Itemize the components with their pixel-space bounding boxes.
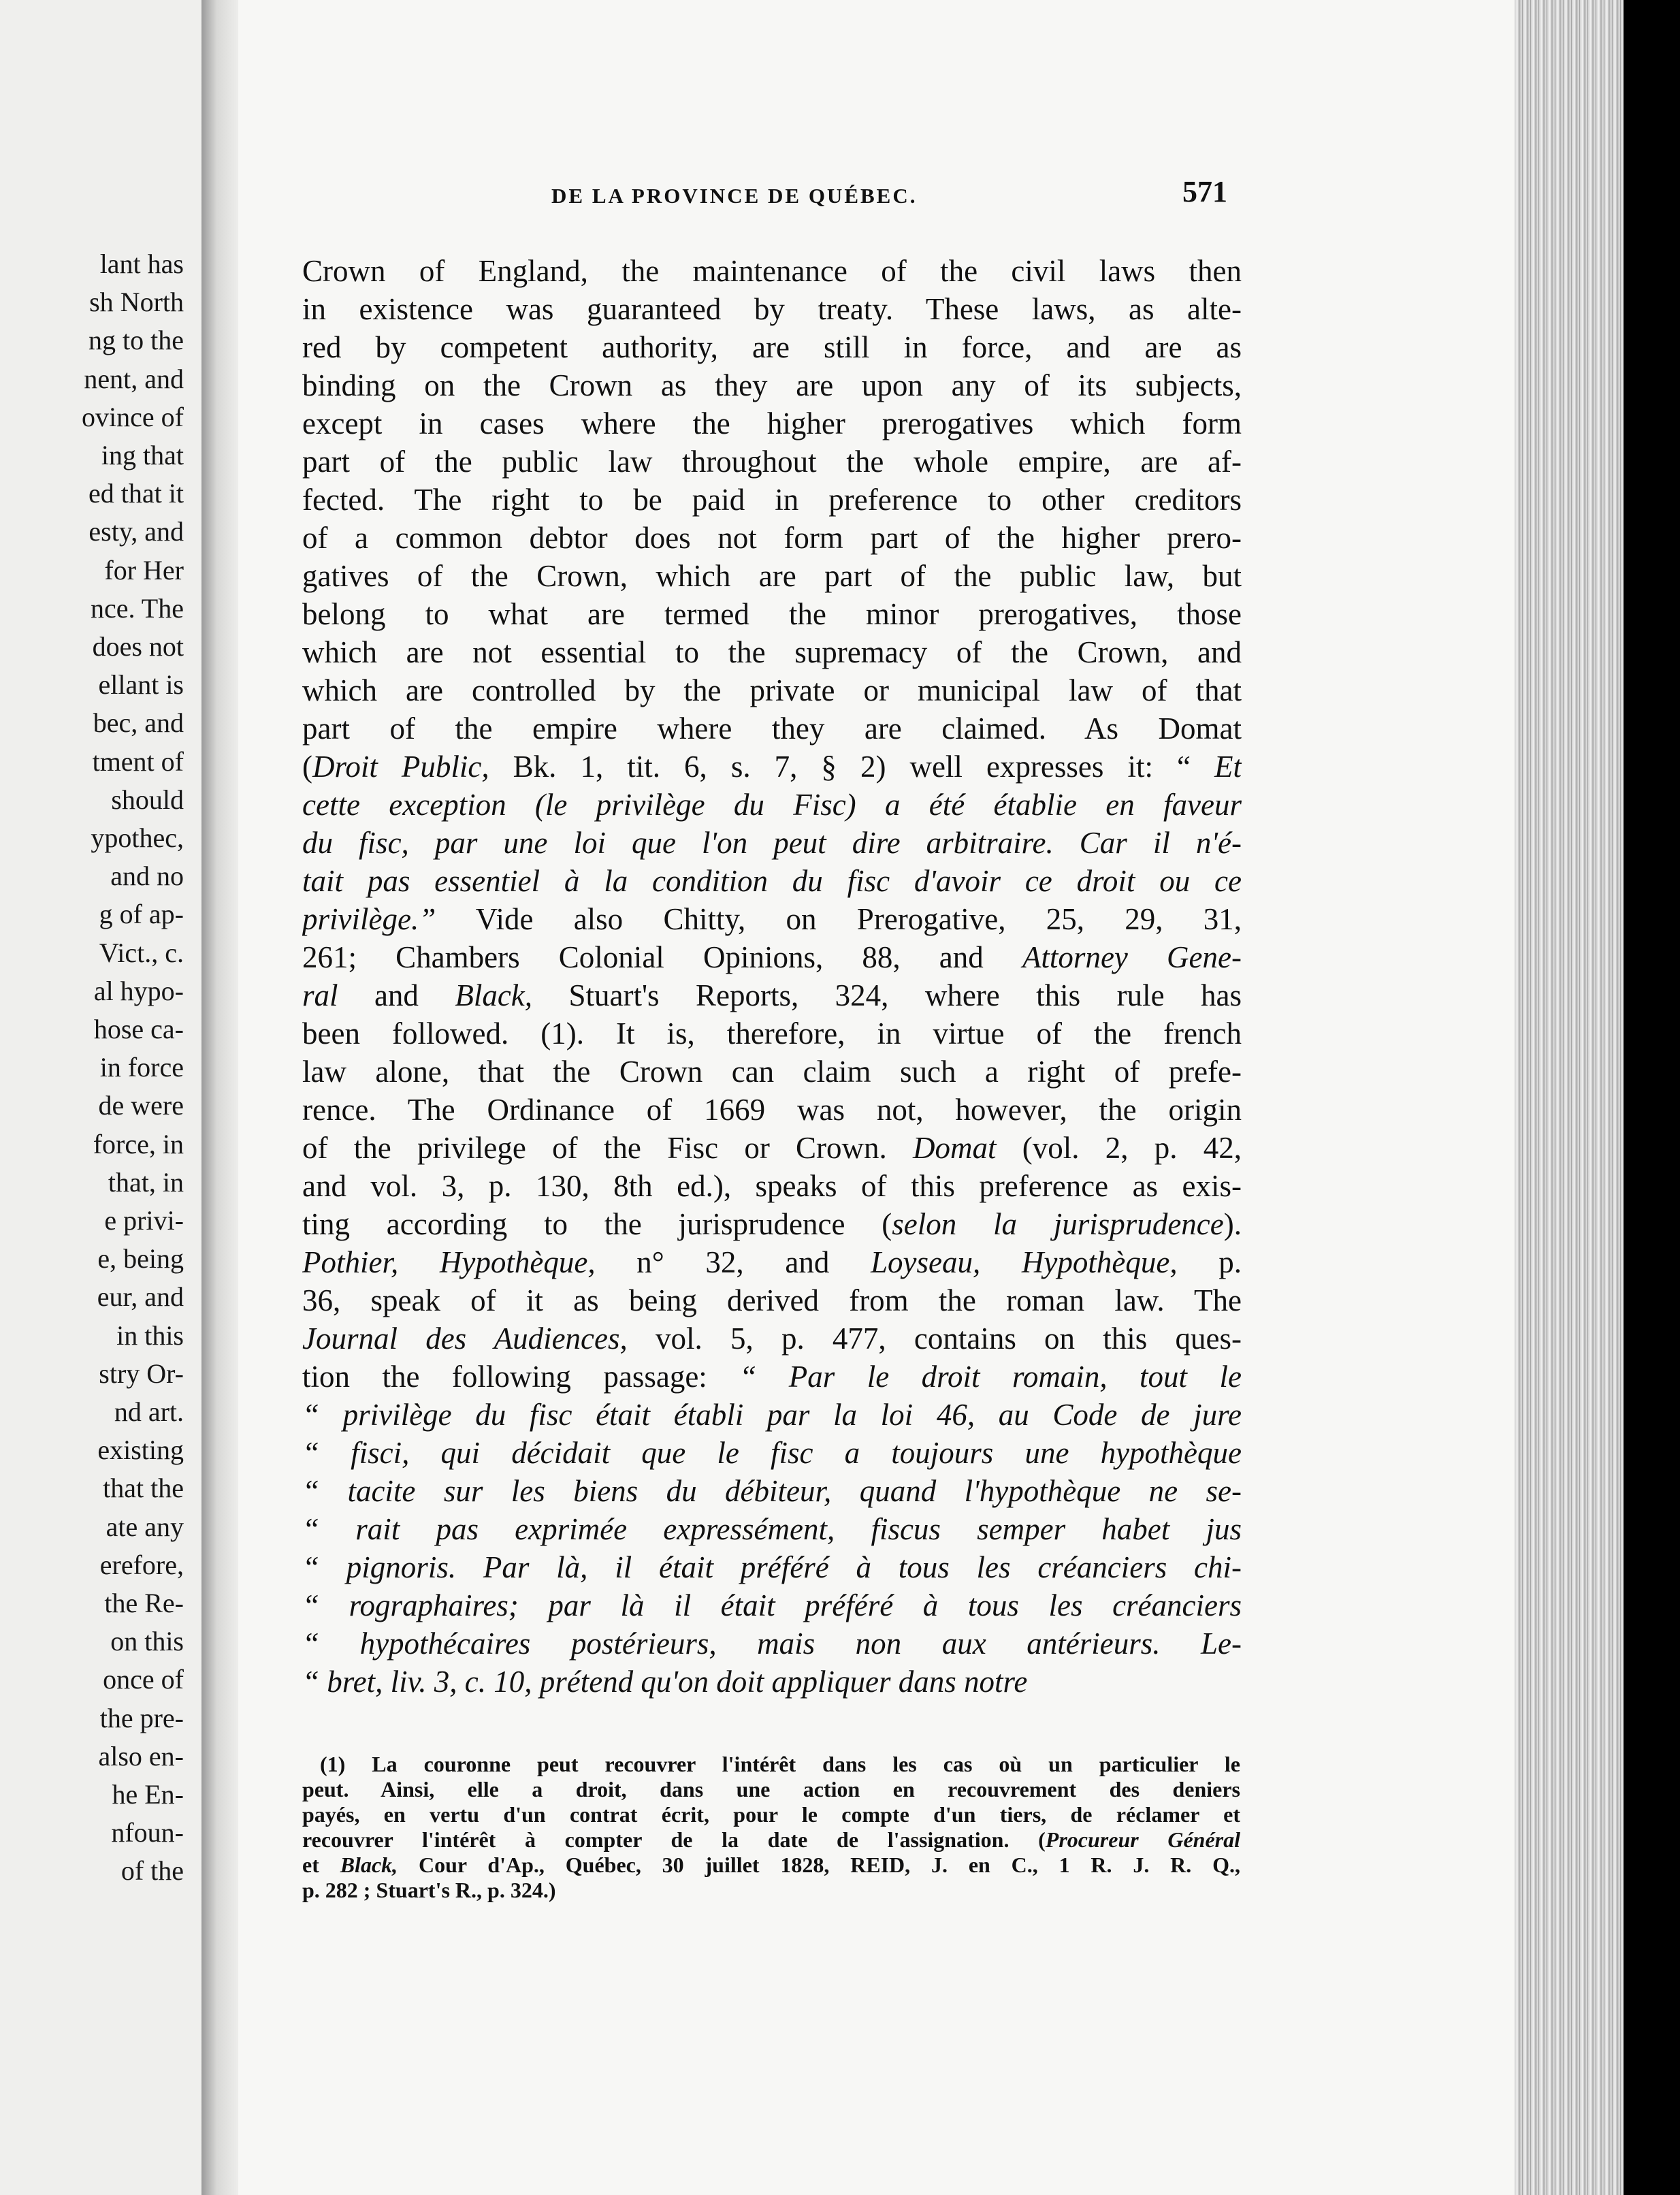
text-run: tion the following passage: (302, 1360, 740, 1394)
text-run: and vol. 3, p. 130, 8th ed.), speaks of this preference as exis- (302, 1169, 1242, 1203)
text-run: ( (302, 750, 312, 784)
text-run: (1) La couronne peut recouvrer l'intérêt dans les cas où un particulier le (320, 1752, 1240, 1776)
body-line (302, 1358, 1242, 1396)
left-page-fragment: and no (110, 861, 184, 892)
italic-run: “ pignoris. Par là, il était préféré à tous les créanciers chi- (302, 1550, 1242, 1584)
italic-run: “ fisci, qui décidait que le fisc a toujours une hypothèque (302, 1436, 1242, 1470)
italic-run: Pothier, Hypothèque, (302, 1245, 596, 1279)
italic-run: cette exception (le privilège du Fisc) a été établie en faveur (302, 788, 1242, 822)
body-line (302, 1014, 1242, 1053)
left-page-fragment: tment of (92, 746, 184, 777)
body-line (302, 252, 1242, 290)
left-page-fragment: on this (110, 1626, 184, 1657)
body-line (302, 1434, 1242, 1472)
body-line (302, 328, 1242, 366)
left-page-fragment: ellant is (98, 669, 184, 701)
body-line (302, 1091, 1242, 1129)
left-page-fragment: al hypo- (93, 975, 184, 1006)
left-page-fragment: ing that (101, 440, 184, 470)
text-run: fected. The right to be paid in preference to other creditors (302, 483, 1242, 517)
text-run: peut. Ainsi, elle a droit, dans une action en recouvrement des deniers (302, 1777, 1240, 1801)
text-run: belong to what are termed the minor prerogatives, those (302, 597, 1242, 631)
left-page-fragment: de were (98, 1090, 184, 1121)
left-page-fragment: ate any (106, 1511, 184, 1542)
text-run: ). (1223, 1207, 1242, 1241)
left-page-fragment: ng to the (88, 325, 184, 356)
left-page-fragment: the pre- (99, 1702, 184, 1733)
text-run: rence. The Ordinance of 1669 was not, however, the origin (302, 1093, 1242, 1127)
body-line (302, 1205, 1242, 1243)
body-line (302, 1053, 1242, 1091)
left-page-fragment: ypothec, (91, 822, 184, 853)
body-line (302, 1510, 1242, 1548)
body-line (302, 633, 1242, 671)
left-page-fragment: in force (99, 1052, 184, 1083)
text-run: gatives of the Crown, which are part of the public law, but (302, 559, 1242, 593)
italic-run: du fisc, par une loi que l'on peut dire arbitraire. Car il n'é- (302, 826, 1242, 860)
body-line (302, 595, 1242, 633)
body-line (302, 1129, 1242, 1167)
left-page-fragment: that, in (108, 1166, 184, 1198)
text-run: 36, speak of it as being derived from the roman law. The (302, 1283, 1242, 1317)
footnote-line (302, 1827, 1240, 1853)
body-line (302, 443, 1242, 481)
left-page-fragment: bec, and (93, 707, 184, 739)
body-line (302, 862, 1242, 900)
italic-run: Black, (340, 1853, 398, 1877)
text-run: been followed. (1). It is, therefore, in virtue of the french (302, 1016, 1242, 1051)
italic-run: “ rographaires; par là il était préféré à tous les créanciers (302, 1588, 1242, 1622)
text-run: law alone, that the Crown can claim such a right of prefe- (302, 1055, 1242, 1089)
text-run: 261; Chambers Colonial Opinions, 88, and (302, 940, 1022, 974)
text-run: except in cases where the higher prerogatives which form (302, 406, 1242, 440)
text-run: in existence was guaranteed by treaty. These laws, as alte- (302, 292, 1242, 326)
left-page-fragment: nd art. (114, 1396, 184, 1427)
italic-run: Loyseau, Hypothèque, (871, 1245, 1178, 1279)
text-run: Crown of England, the maintenance of the civil laws then (302, 254, 1242, 288)
left-page-fragment: esty, and (88, 516, 184, 547)
body-line (302, 976, 1242, 1014)
left-page-fragment: nent, and (84, 363, 184, 394)
body-line (302, 1548, 1242, 1586)
text-run: part of the empire where they are claimed. As Domat (302, 711, 1242, 746)
left-page-fragment: ed that it (88, 478, 184, 509)
footnote-line (302, 1878, 1240, 1903)
text-run: of the privilege of the Fisc or Crown. (302, 1131, 914, 1165)
page-edges (1515, 0, 1624, 2195)
text-run: (vol. 2, p. 42, (996, 1131, 1242, 1165)
footnote-line (302, 1802, 1240, 1827)
left-page-fragment: ovince of (82, 401, 184, 432)
body-line (302, 709, 1242, 748)
left-page-fragment: sh North (89, 287, 184, 318)
italic-run: tait pas essentiel à la condition du fisc d'avoir ce droit ou ce (302, 864, 1242, 898)
left-page-fragment: once of (103, 1664, 184, 1695)
body-line (302, 1586, 1242, 1624)
text-run: of a common debtor does not form part of the higher prero- (302, 521, 1242, 555)
body-line (302, 1167, 1242, 1205)
body-line (302, 824, 1242, 862)
body-line (302, 1663, 1242, 1701)
italic-run: “ rait pas exprimée expressément, fiscus semper habet jus (302, 1512, 1242, 1546)
left-page-fragment: does not (92, 631, 184, 662)
text-run: which are not essential to the supremacy of the Crown, and (302, 635, 1242, 669)
text-run: vol. 5, p. 477, contains on this ques- (627, 1321, 1242, 1356)
body-line (302, 1243, 1242, 1281)
left-page-fragment: g of ap- (99, 899, 184, 930)
footnote-line (302, 1853, 1240, 1878)
italic-run: Attorney Gene- (1022, 940, 1242, 974)
left-facing-page (0, 0, 201, 2195)
left-page-fragment: that the (103, 1473, 184, 1504)
body-line (302, 519, 1242, 557)
italic-run: “ Par le droit romain, tout le (739, 1360, 1242, 1394)
body-line (302, 404, 1242, 443)
left-page-fragment: for Her (104, 554, 184, 586)
text-run: Stuart's Reports, 324, where this rule has (532, 978, 1242, 1012)
left-page-fragment: erefore, (99, 1549, 184, 1580)
text-run: Vide also Chitty, on Prerogative, 25, 29, 31, (436, 902, 1242, 936)
body-line (302, 290, 1242, 328)
body-line (302, 481, 1242, 519)
text-run: Bk. 1, tit. 6, s. 7, § 2) well expresses it: “ (489, 750, 1215, 784)
text-run: Cour d'Ap., Québec, 30 juillet 1828, REID, J. en C., 1 R. J. R. Q., (398, 1853, 1240, 1877)
text-run: recouvrer l'intérêt à compter de la date de l'assignation. ( (302, 1827, 1046, 1852)
scan-margin (1624, 0, 1680, 2195)
italic-run: “ tacite sur les biens du débiteur, quand l'hypothèque ne se- (302, 1474, 1242, 1508)
text-run: p. (1177, 1245, 1242, 1279)
left-page-fragment: Vict., c. (99, 937, 184, 968)
text-run: et (302, 1853, 340, 1877)
left-page-fragment: nfoun- (111, 1817, 184, 1848)
text-run: payés, en vertu d'un contrat écrit, pour le compte d'un tiers, de réclamer et (302, 1802, 1240, 1827)
body-line (302, 1281, 1242, 1319)
body-line (302, 900, 1242, 938)
left-page-fragment: also en- (98, 1740, 184, 1772)
body-line (302, 557, 1242, 595)
body-line (302, 1472, 1242, 1510)
left-page-fragment: of the (120, 1855, 184, 1887)
footnote (302, 1752, 1240, 1903)
left-page-fragment: in this (116, 1319, 184, 1351)
italic-run: Journal des Audiences, (302, 1321, 628, 1356)
footnote-line (302, 1752, 1240, 1777)
body-line (302, 786, 1242, 824)
body-line (302, 366, 1242, 404)
left-page-fragment: hose ca- (93, 1014, 184, 1044)
text-run: red by competent authority, are still in force, and are as (302, 330, 1242, 364)
left-page-fragment: the Re- (104, 1588, 184, 1618)
text-run: part of the public law throughout the whole empire, are af- (302, 445, 1242, 479)
body-line (302, 938, 1242, 976)
italic-run: Domat (913, 1131, 997, 1165)
text-run: binding on the Crown as they are upon any of its subjects, (302, 368, 1242, 402)
italic-run: Black, (455, 978, 533, 1012)
footnote-line (302, 1777, 1240, 1802)
italic-run: privilège.” (302, 902, 436, 936)
italic-run: ral (302, 978, 338, 1012)
italic-run: “ bret, liv. 3, c. 10, prétend qu'on doit appliquer dans notre (302, 1665, 1028, 1699)
left-page-fragment: eur, and (97, 1281, 184, 1313)
italic-run: “ hypothécaires postérieurs, mais non aux antérieurs. Le- (302, 1627, 1242, 1661)
left-page-fragment: lant has (99, 249, 184, 279)
left-page-fragment: stry Or- (99, 1358, 184, 1389)
text-run: and (338, 978, 455, 1012)
italic-run: “ privilège du fisc était établi par la loi 46, au Code de jure (302, 1398, 1242, 1432)
text-run: which are controlled by the private or municipal law of that (302, 673, 1242, 707)
left-page-fragment: e privi- (104, 1205, 184, 1236)
italic-run: selon la jurisprudence (892, 1207, 1224, 1241)
running-head: DE LA PROVINCE DE QUÉBEC. (551, 184, 918, 208)
text-run: p. 282 ; Stuart's R., p. 324.) (302, 1878, 556, 1902)
body-line (302, 1396, 1242, 1434)
italic-run: Et (1214, 750, 1242, 784)
body-line (302, 671, 1242, 709)
text-run: n° 32, and (595, 1245, 871, 1279)
body-line (302, 748, 1242, 786)
left-page-fragment: force, in (93, 1128, 184, 1159)
left-page-fragment: nce. The (91, 592, 184, 624)
left-page-fragment: he En- (112, 1779, 184, 1810)
body-text (302, 252, 1242, 1701)
left-page-fragment: e, being (97, 1243, 184, 1275)
left-page-fragment: existing (97, 1435, 184, 1466)
italic-run: Droit Public, (312, 750, 489, 784)
body-line (302, 1624, 1242, 1663)
body-line (302, 1319, 1242, 1358)
left-page-fragment: should (111, 784, 184, 815)
text-run: ting according to the jurisprudence ( (302, 1207, 892, 1241)
italic-run: Procureur Général (1045, 1827, 1240, 1852)
page-number: 571 (1182, 175, 1227, 208)
